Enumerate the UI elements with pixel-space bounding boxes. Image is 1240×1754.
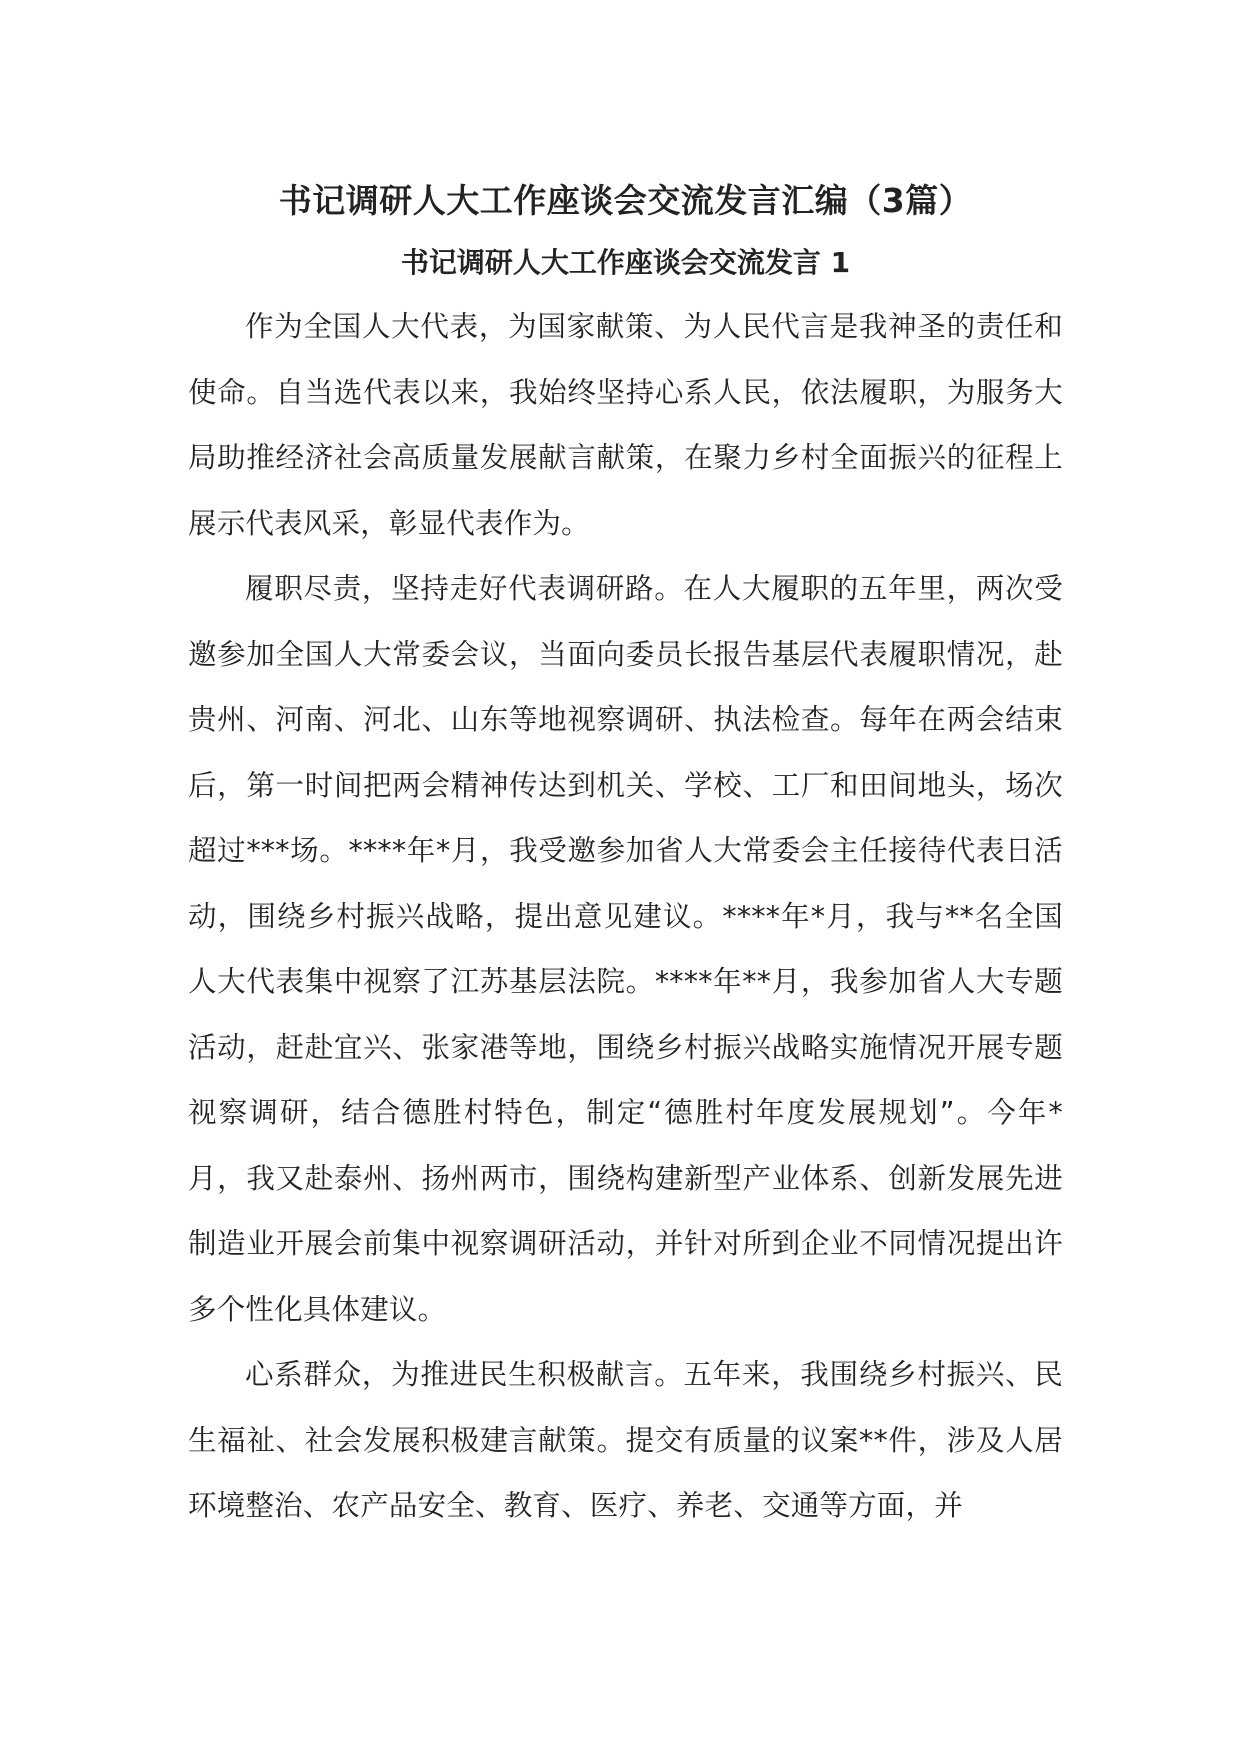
paragraph-livelihood: 心系群众，为推进民生积极献言。五年来，我围绕乡村振兴、民生福祉、社会发展积极建言献策。提交有质量的议案**件，涉及人居环境整治、农产品安全、教育、医疗、养老、交通等方面，并	[188, 1358, 1063, 1522]
document-title: 书记调研人大工作座谈会交流发言汇编（3篇）	[278, 181, 973, 220]
paragraph-intro: 作为全国人大代表，为国家献策、为人民代言是我神圣的责任和使命。自当选代表以来，我始终坚持心系人民，依法履职，为服务大局助推经济社会高质量发展献言献策，在聚力乡村全面振兴的征程上展示代表风采，彰显代表作为。	[188, 310, 1063, 540]
document-content	[188, 170, 1063, 1539]
section-title: 书记调研人大工作座谈会交流发言 1	[400, 246, 851, 279]
paragraph-research: 履职尽责，坚持走好代表调研路。在人大履职的五年里，两次受邀参加全国人大常委会议，当面向委员长报告基层代表履职情况，赴贵州、河南、河北、山东等地视察调研、执法检查。每年在两会结束后，第一时间把两会精神传达到机关、学校、工厂和田间地头，场次超过***场。****年*月，我受邀参加省人大常委会主任接待代表日活动，围绕乡村振兴战略，提出意见建议。****年*月，我与**名全国人大代表集中视察了江苏基层法院。****年**月，我参加省人大专题活动，赶赴宜兴、张家港等地，围绕乡村振兴战略实施情况开展专题视察调研，结合德胜村特色，制定“德胜村年度发展规划”。今年*月，我又赴泰州、扬州两市，围绕构建新型产业体系、创新发展先进制造业开展会前集中视察调研活动，并针对所到企业不同情况提出许多个性化具体建议。	[188, 572, 1063, 1326]
